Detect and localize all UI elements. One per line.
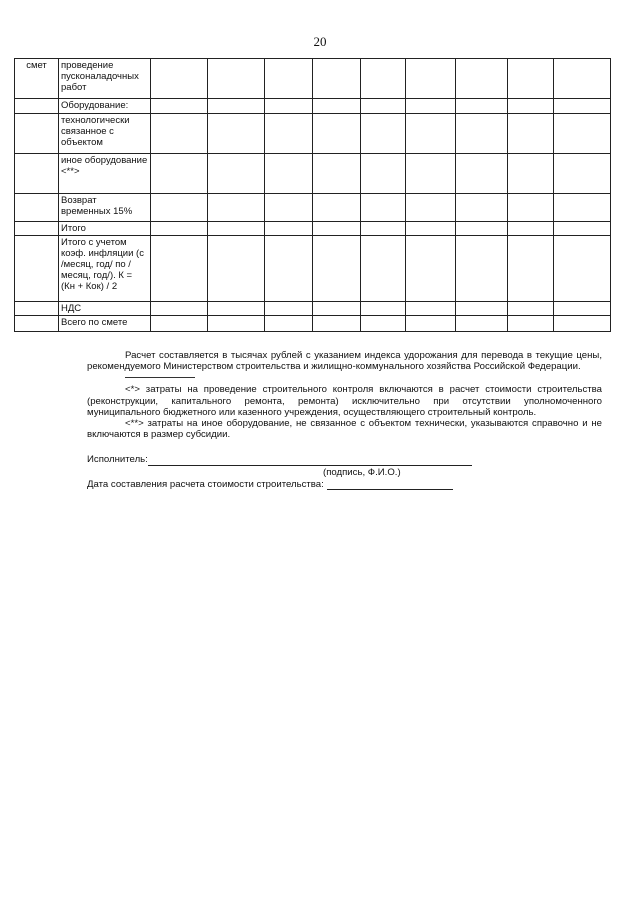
- table-cell: [15, 236, 59, 302]
- table-cell: [361, 302, 406, 316]
- table-cell: [151, 99, 208, 114]
- executor-label: Исполнитель:: [87, 454, 148, 466]
- table-cell: [456, 236, 508, 302]
- table-cell: [554, 302, 611, 316]
- table-cell: [313, 302, 361, 316]
- table-cell: [508, 114, 554, 154]
- row-label: Возврат временных 15%: [59, 194, 151, 222]
- row-label: Итого с учетом коэф. инфляции (с /месяц, год/ по /месяц, год/). К = (Кн + Кок) / 2: [59, 236, 151, 302]
- table-cell: [406, 222, 456, 236]
- table-cell: [151, 194, 208, 222]
- table-cell: [208, 194, 265, 222]
- notes-section: [87, 350, 602, 490]
- table-body: [15, 59, 611, 332]
- table-cell: [151, 114, 208, 154]
- table-row: [15, 222, 611, 236]
- table-cell: [554, 114, 611, 154]
- table-cell: [361, 59, 406, 99]
- executor-row: [87, 454, 602, 465]
- table-row: [15, 154, 611, 194]
- table-cell: [208, 99, 265, 114]
- table-cell: [554, 154, 611, 194]
- table-row: [15, 316, 611, 332]
- signature-hint: (подпись, Ф.И.О.): [323, 466, 401, 478]
- table-cell: [265, 302, 313, 316]
- table-cell: [313, 99, 361, 114]
- table-cell: [151, 236, 208, 302]
- row-label: Итого: [59, 222, 151, 236]
- table-cell: [265, 222, 313, 236]
- footnote-construction-control: <*> затраты на проведение строительного контроля включаются в расчет стоимости строительства (реконструкции, капитального ремонта, ремонта) исключительно при отсутствии уполномоченного муниципального бюджетного или казенного учреждения, осуществляющего строительный контроль.: [87, 384, 602, 418]
- table-cell: смет: [15, 59, 59, 99]
- table-cell: [15, 302, 59, 316]
- table-cell: [265, 154, 313, 194]
- table-cell: [361, 316, 406, 332]
- table-cell: [456, 114, 508, 154]
- executor-signature-line[interactable]: [148, 455, 472, 466]
- table-row: [15, 194, 611, 222]
- table-cell: [508, 154, 554, 194]
- table-cell: [313, 222, 361, 236]
- table-cell: [456, 154, 508, 194]
- footnote-other-equipment: <**> затраты на иное оборудование, не связанное с объектом технически, указываются справочно и не включаются в размер субсидии.: [87, 418, 602, 441]
- table-cell: [208, 236, 265, 302]
- table-cell: [406, 316, 456, 332]
- table-cell: [208, 154, 265, 194]
- table-row: [15, 114, 611, 154]
- row-label: технологически связанное с объектом: [59, 114, 151, 154]
- table-row: [15, 302, 611, 316]
- row-label: проведение пусконаладочных работ: [59, 59, 151, 99]
- table-cell: [406, 194, 456, 222]
- table-cell: [151, 154, 208, 194]
- table-cell: [406, 302, 456, 316]
- table-cell: [554, 59, 611, 99]
- table-cell: [508, 59, 554, 99]
- table-cell: [508, 222, 554, 236]
- table-cell: [15, 154, 59, 194]
- table-cell: [361, 236, 406, 302]
- table-cell: [361, 154, 406, 194]
- table-cell: [15, 99, 59, 114]
- row-label: НДС: [59, 302, 151, 316]
- table-cell: [208, 114, 265, 154]
- table-cell: [508, 236, 554, 302]
- table-cell: [151, 316, 208, 332]
- table-cell: [313, 316, 361, 332]
- table-cell: [313, 154, 361, 194]
- date-line[interactable]: [327, 479, 453, 490]
- table-cell: [265, 316, 313, 332]
- table-cell: [508, 302, 554, 316]
- row-label: Оборудование:: [59, 99, 151, 114]
- calculation-note: Расчет составляется в тысячах рублей с указанием индекса удорожания для перевода в текущие цены, рекомендуемого Министерством строительства и жилищно-коммунального хозяйства Российской Федерации.: [87, 350, 602, 373]
- table-row: [15, 99, 611, 114]
- table-cell: [208, 316, 265, 332]
- table-cell: [265, 236, 313, 302]
- table-cell: [15, 194, 59, 222]
- table-cell: [456, 59, 508, 99]
- table-cell: [456, 316, 508, 332]
- table-cell: [361, 99, 406, 114]
- table-cell: [313, 59, 361, 99]
- table-cell: [15, 316, 59, 332]
- table-cell: [313, 114, 361, 154]
- table-cell: [208, 302, 265, 316]
- row-label: Всего по смете: [59, 316, 151, 332]
- table-cell: [508, 316, 554, 332]
- table-cell: [361, 222, 406, 236]
- table-row: [15, 59, 611, 99]
- row-label: иное оборудование <**>: [59, 154, 151, 194]
- table-cell: [554, 236, 611, 302]
- table-cell: [151, 222, 208, 236]
- table-cell: [15, 222, 59, 236]
- table-cell: [406, 99, 456, 114]
- table-cell: [554, 99, 611, 114]
- date-label: Дата составления расчета стоимости строительства:: [87, 478, 324, 490]
- footnote-divider: [125, 377, 195, 378]
- table-cell: [265, 59, 313, 99]
- table-cell: [508, 99, 554, 114]
- table-row: [15, 236, 611, 302]
- table-cell: [406, 236, 456, 302]
- table-cell: [208, 59, 265, 99]
- table-cell: [151, 59, 208, 99]
- table-cell: [361, 114, 406, 154]
- table-cell: [554, 194, 611, 222]
- table-cell: [456, 194, 508, 222]
- table-cell: [265, 114, 313, 154]
- table-cell: [265, 99, 313, 114]
- table-cell: [265, 194, 313, 222]
- table-cell: [554, 316, 611, 332]
- table-cell: [554, 222, 611, 236]
- table-cell: [508, 194, 554, 222]
- table-cell: [313, 194, 361, 222]
- table-cell: [361, 194, 406, 222]
- table-cell: [456, 99, 508, 114]
- table-cell: [208, 222, 265, 236]
- table-cell: [15, 114, 59, 154]
- cost-calculation-table: [14, 58, 611, 332]
- table-cell: [406, 59, 456, 99]
- table-cell: [406, 114, 456, 154]
- page-number: 20: [313, 34, 327, 49]
- date-row: [87, 479, 602, 490]
- table-cell: [456, 302, 508, 316]
- table-cell: [151, 302, 208, 316]
- table-cell: [406, 154, 456, 194]
- table-cell: [313, 236, 361, 302]
- table-cell: [456, 222, 508, 236]
